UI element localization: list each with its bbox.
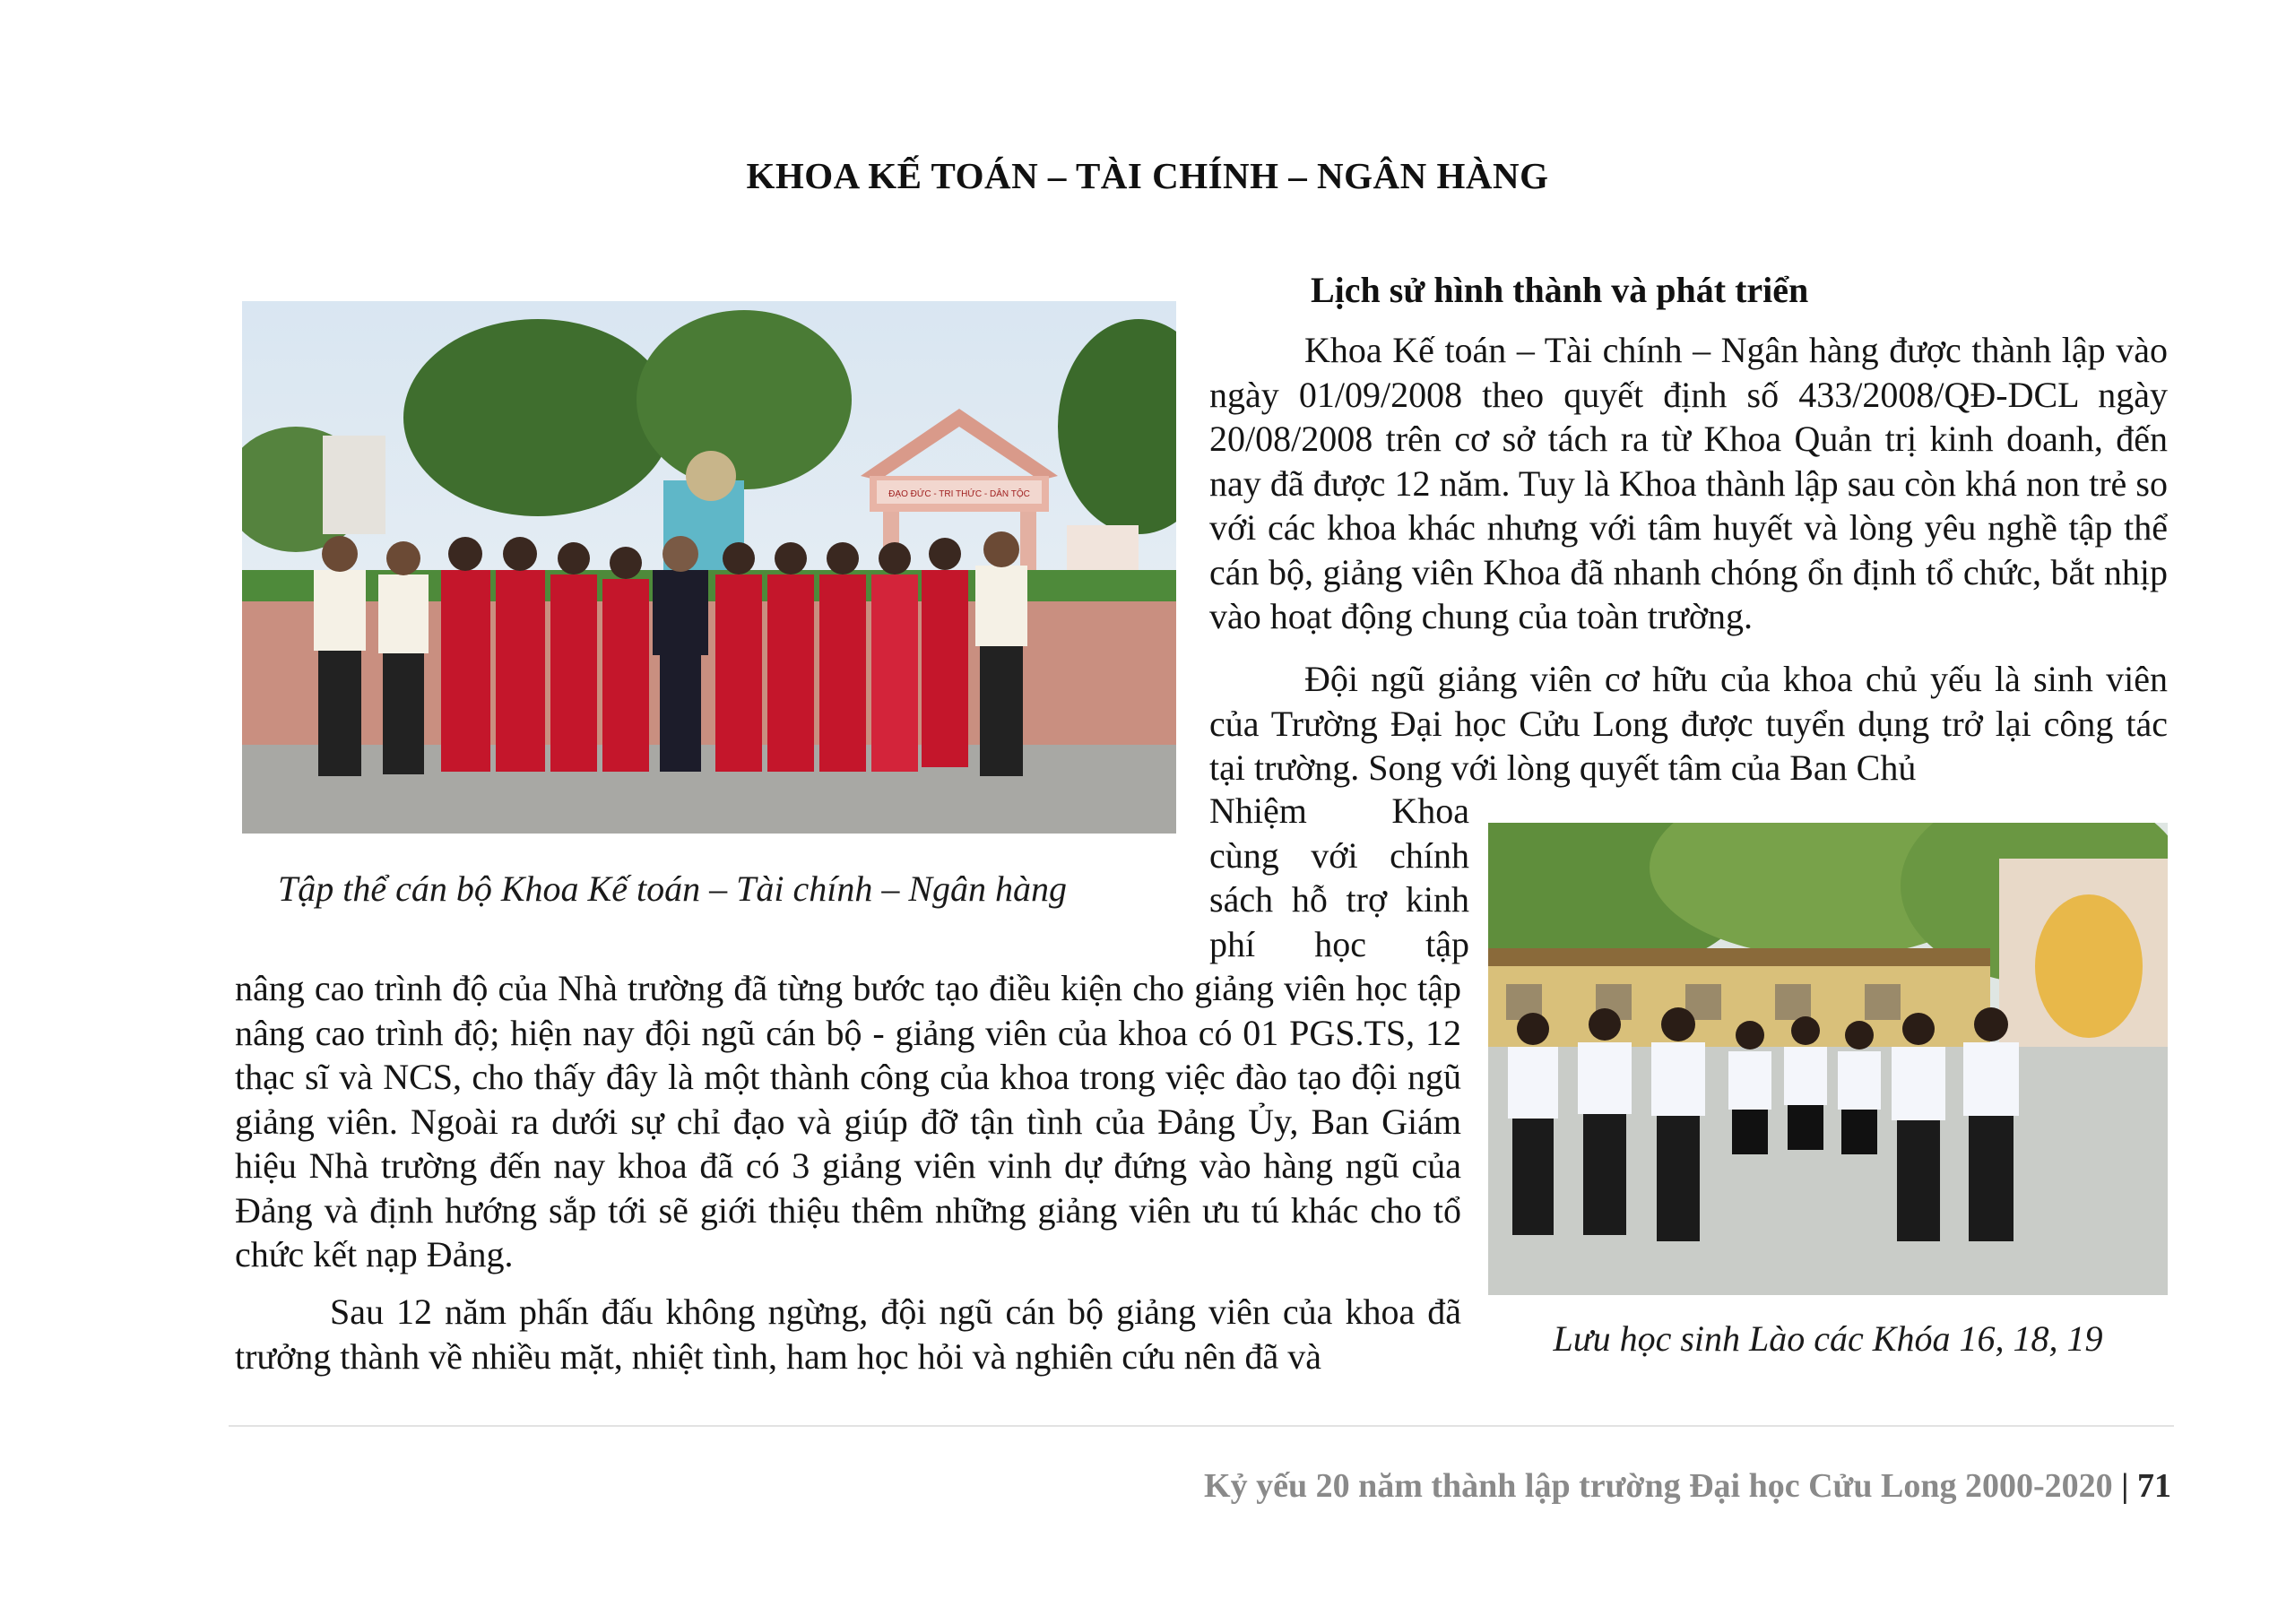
section-heading: Lịch sử hình thành và phát triển: [1311, 270, 1809, 310]
paragraph-staff-wrap: Nhiệm Khoa cùng với chính sách hỗ trợ kinh phí học tập: [1209, 790, 1469, 964]
paragraph-staff-start: Đội ngũ giảng viên cơ hữu của khoa chủ yếu là sinh viên của Trường Đại học Cửu Long được tuyển dụng trở lại công tác tại trường. Song với lòng quyết tâm của Ban Chủ: [1209, 659, 2168, 788]
page-footer: [1204, 1466, 2171, 1506]
gate-sign-text: ĐẠO ĐỨC - TRI THỨC - DÂN TỘC: [888, 489, 1030, 499]
footer-title: Kỷ yếu 20 năm thành lập trường Đại học Cửu Long 2000-2020: [1204, 1467, 2113, 1505]
lao-students-caption: Lưu học sinh Lào các Khóa 16, 18, 19: [1553, 1318, 2103, 1359]
paragraph-staff-end: nâng cao trình độ của Nhà trường đã từng bước tạo điều kiện cho giảng viên học tập nâng cao trình độ; hiện nay đội ngũ cán bộ - giảng viên của khoa có 01 PGS.TS, 12 thạc sĩ và NCS, cho thấy đây là một thành công của khoa trong việc đào tạo đội ngũ giảng viên. Ngoài ra dưới sự chỉ đạo và giúp đỡ tận tình của Đảng Ủy, Ban Giám hiệu Nhà trường đến nay khoa đã có 3 giảng viên vinh dự đứng vào hàng ngũ của Đảng và định hướng sắp tới sẽ giới thiệu thêm những giảng viên ưu tú khác cho tổ chức kết nạp Đảng.: [235, 968, 1461, 1274]
page-title: KHOA KẾ TOÁN – TÀI CHÍNH – NGÂN HÀNG: [746, 155, 1549, 196]
faculty-photo-caption: Tập thể cán bộ Khoa Kế toán – Tài chính – Ngân hàng: [278, 868, 1067, 909]
lao-students-photo: [1488, 823, 2168, 1295]
paragraph-achievements: Sau 12 năm phấn đấu không ngừng, đội ngũ cán bộ giảng viên của khoa đã trưởng thành về nhiều mặt, nhiệt tình, ham học hỏi và nghiên cứu nên đã và: [235, 1291, 1461, 1377]
page-number: 71: [2137, 1467, 2171, 1505]
footer-separator: |: [2121, 1467, 2129, 1505]
faculty-group-photo: [242, 301, 1176, 834]
footer-divider: [229, 1425, 2174, 1427]
paragraph-history: Khoa Kế toán – Tài chính – Ngân hàng được thành lập vào ngày 01/09/2008 theo quyết định số 433/2008/QĐ-DCL ngày 20/08/2008 trên cơ sở tách ra từ Khoa Quản trị kinh doanh, đến nay đã được 12 năm. Tuy là Khoa thành lập sau còn khá non trẻ so với các khoa khác nhưng với tâm huyết và lòng yêu nghề tập thể cán bộ, giảng viên Khoa đã nhanh chóng ổn định tổ chức, bắt nhịp vào hoạt động chung của toàn trường.: [1209, 330, 2168, 636]
